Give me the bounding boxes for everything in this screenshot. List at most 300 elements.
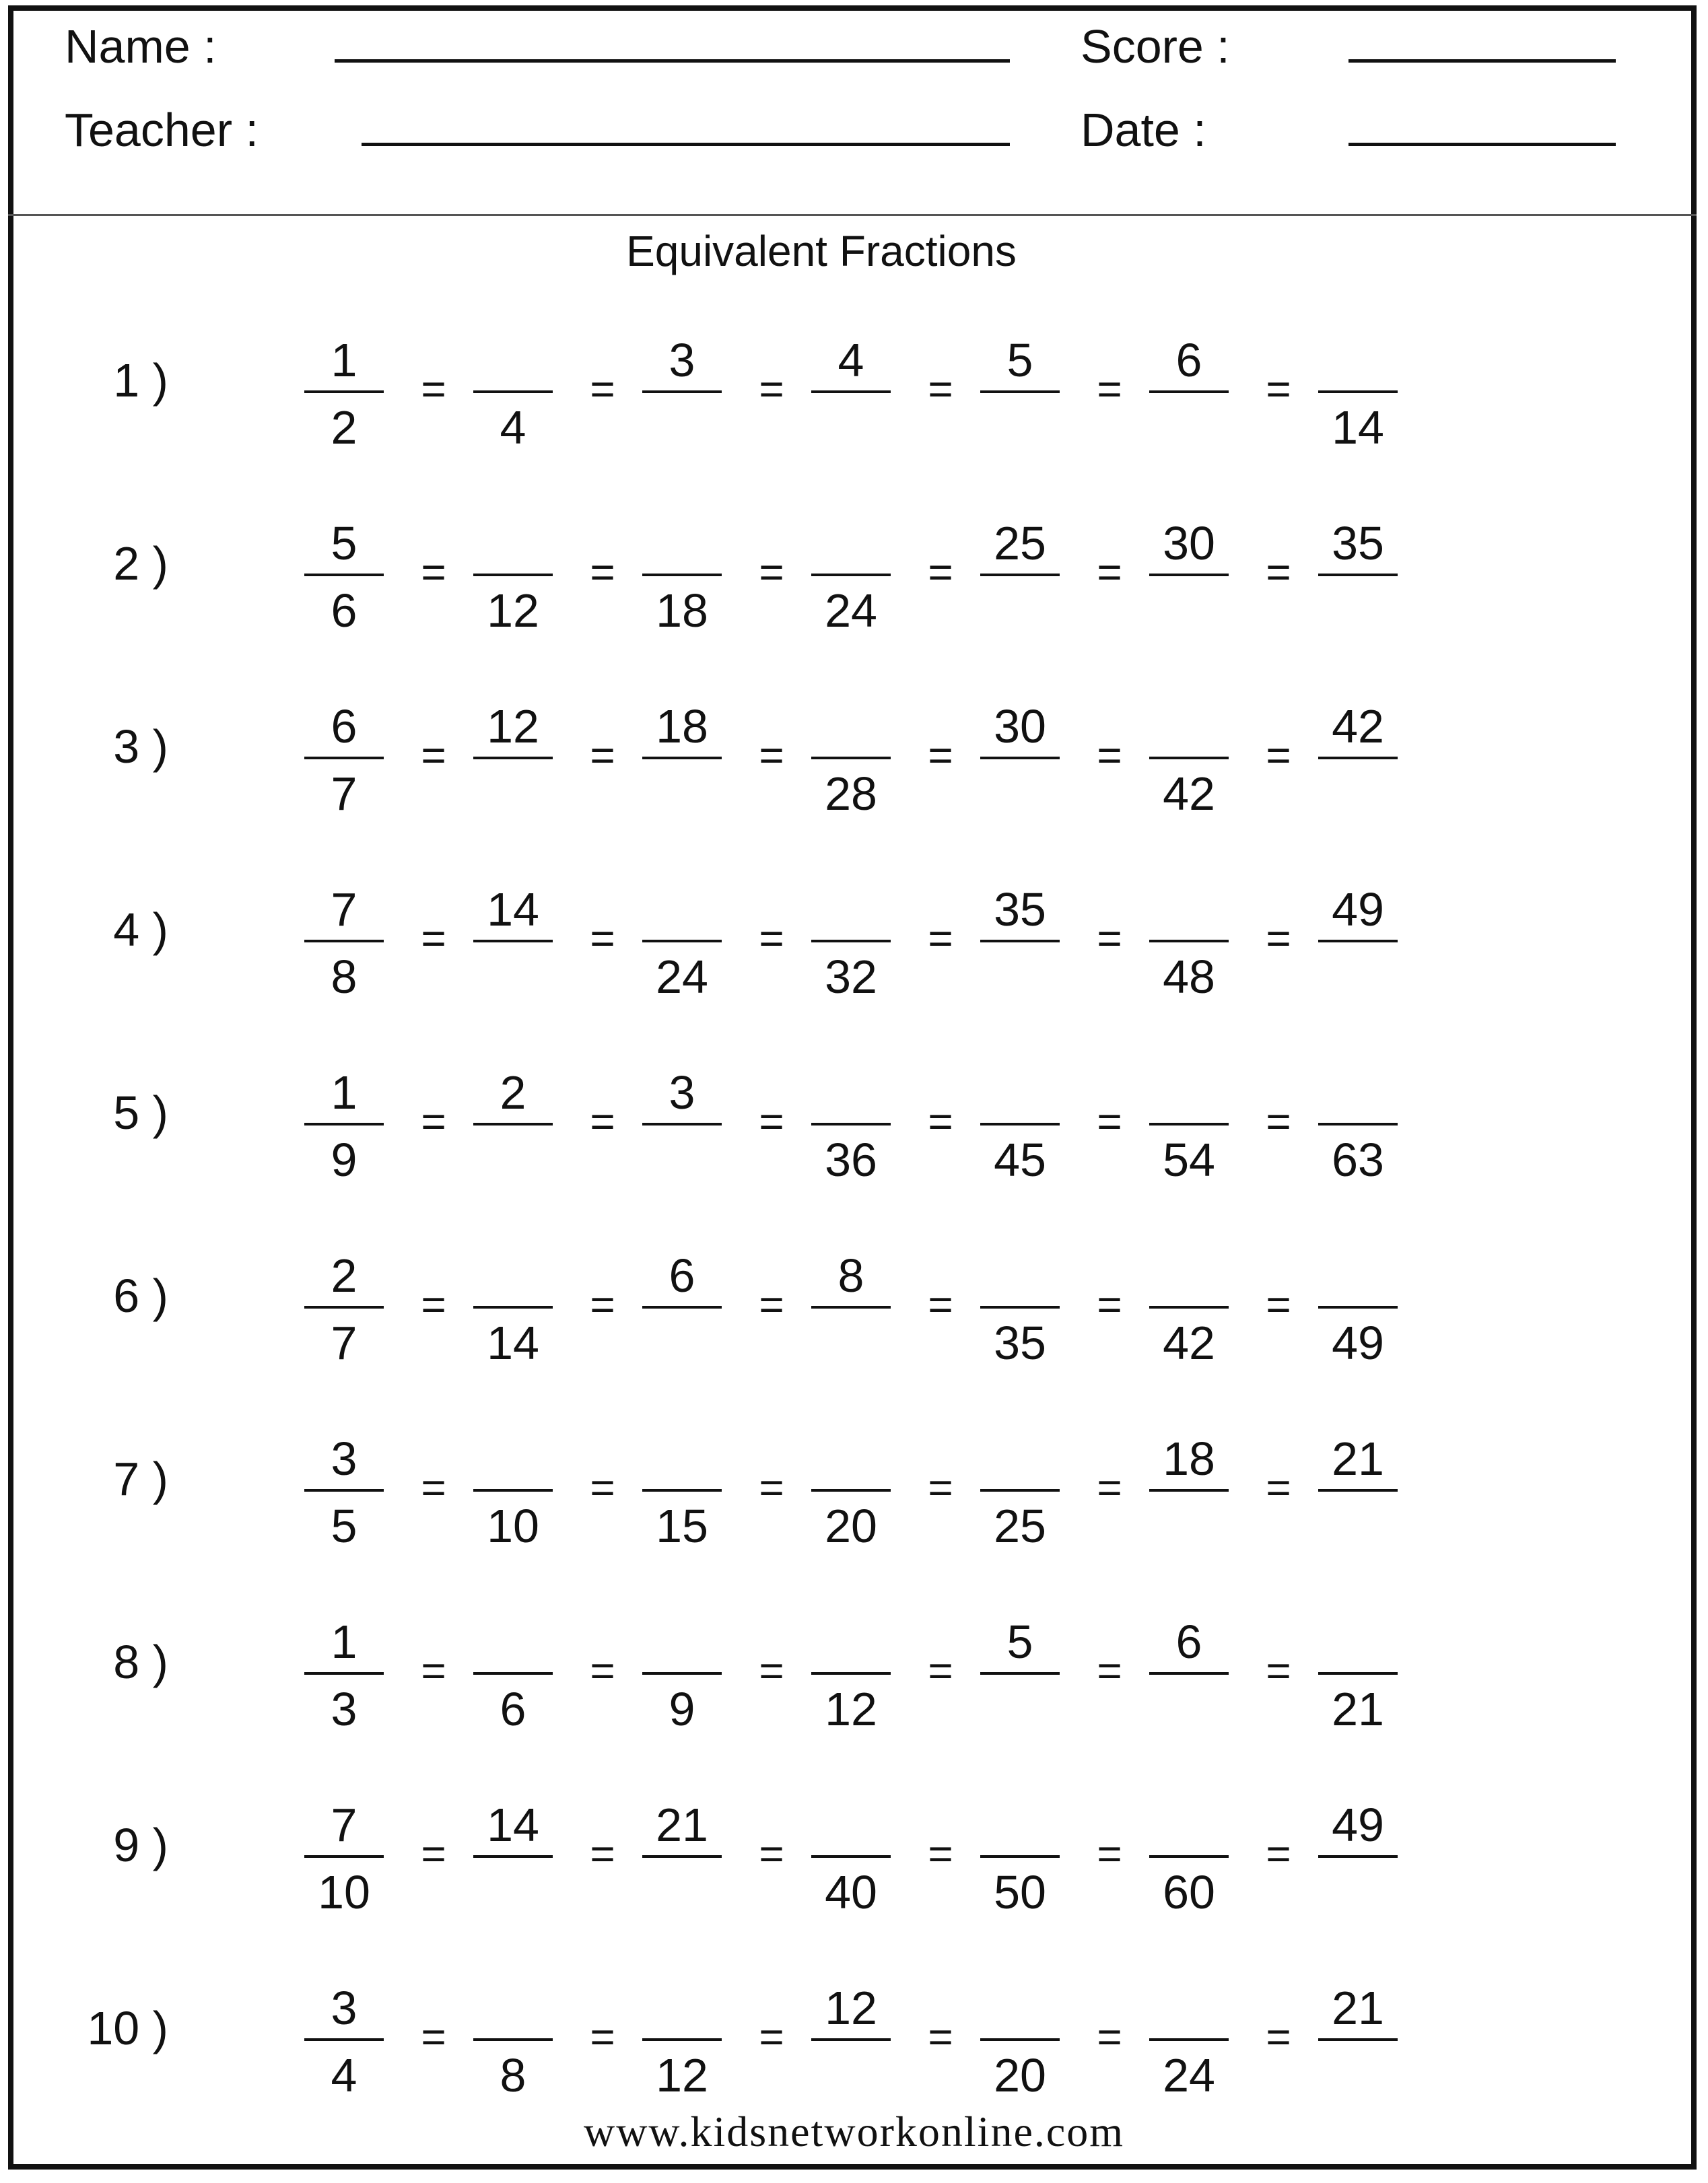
fraction-bar [811,574,891,576]
equivalent-fraction [980,1029,1060,1186]
numerator: 8 [838,1249,864,1302]
equivalent-fraction [980,845,1060,980]
equivalent-fraction [980,1578,1060,1712]
denominator: 8 [500,2049,526,2102]
numerator: 7 [331,1799,357,1851]
equals-sign: = [759,731,784,779]
fraction-bar [980,757,1060,759]
numerator: 6 [669,1249,695,1302]
equals-sign: = [1266,365,1291,413]
worksheet-title: Equivalent Fractions [626,227,1017,275]
equivalent-fraction [642,1212,722,1346]
numerator: 1 [331,1066,357,1119]
equivalent-fraction [811,1944,891,2079]
equivalent-fraction [1149,1944,1229,2102]
equivalent-fraction [642,479,722,637]
denominator: 24 [1163,2049,1215,2102]
equivalent-fraction [811,1029,891,1186]
numerator: 25 [994,517,1046,569]
numerator: 21 [1332,1432,1384,1485]
fraction-bar [642,390,722,393]
equals-sign: = [759,914,784,963]
equals-sign: = [1266,1647,1291,1695]
fraction-bar [1318,1123,1398,1125]
denominator: 24 [656,950,708,1003]
equals-sign: = [421,1647,446,1695]
fraction-bar [1149,940,1229,942]
equals-sign: = [1097,365,1122,413]
date-line [1348,143,1616,146]
equivalent-fraction [1149,1761,1229,1918]
problem-number: 10 ) [87,2002,168,2054]
fraction-bar [811,2038,891,2041]
equivalent-fraction [811,1395,891,1552]
fraction-bar [1149,757,1229,759]
problem-row [0,1029,1708,1190]
given-fraction [304,1578,384,1735]
teacher-label: Teacher : [65,104,259,156]
fraction-bar [304,390,384,393]
equals-sign: = [421,1097,446,1146]
equals-sign: = [1097,2013,1122,2061]
numerator: 14 [487,1799,539,1851]
fraction-bar [1149,2038,1229,2041]
equals-sign: = [1266,731,1291,779]
footer-url: www.kidsnetworkonline.com [583,2108,1125,2155]
equals-sign: = [759,1463,784,1512]
equals-sign: = [421,2013,446,2061]
denominator: 35 [994,1317,1046,1369]
equivalent-fraction [473,1761,553,1896]
problem-number: 9 ) [113,1819,168,1871]
equals-sign: = [1097,1463,1122,1512]
denominator: 45 [994,1134,1046,1186]
given-fraction [304,1944,384,2102]
denominator: 9 [331,1134,357,1186]
equivalent-fraction [473,1944,553,2102]
equals-sign: = [1097,914,1122,963]
equivalent-fraction [1318,1944,1398,2079]
denominator: 18 [656,584,708,637]
equivalent-fraction [642,1944,722,2102]
fraction-bar [1318,2038,1398,2041]
numerator: 6 [1175,334,1202,386]
equals-sign: = [928,1830,953,1878]
equivalent-fraction [980,1761,1060,1918]
denominator: 12 [656,2049,708,2102]
equivalent-fraction [473,296,553,454]
numerator: 21 [656,1799,708,1851]
denominator: 54 [1163,1134,1215,1186]
equals-sign: = [421,548,446,596]
problem-number: 6 ) [113,1270,168,1322]
fraction-bar [980,574,1060,576]
date-label: Date : [1081,104,1206,156]
equals-sign: = [590,1830,615,1878]
denominator: 6 [500,1683,526,1735]
numerator: 3 [669,1066,695,1119]
equals-sign: = [928,1647,953,1695]
equivalent-fraction [1149,1578,1229,1712]
fraction-bar [811,757,891,759]
numerator: 6 [331,700,357,753]
problem-number: 7 ) [113,1453,168,1505]
given-fraction [304,1761,384,1918]
problem-row [0,296,1708,458]
fraction-bar [473,1306,553,1309]
equals-sign: = [928,731,953,779]
denominator: 25 [994,1500,1046,1552]
problem-row [0,662,1708,824]
equals-sign: = [590,1280,615,1329]
fraction-bar [1149,390,1229,393]
fraction-bar [642,1855,722,1858]
equivalent-fraction [642,662,722,797]
given-fraction [304,1395,384,1552]
problem-row [0,1212,1708,1373]
problem-number: 8 ) [113,1636,168,1688]
denominator: 2 [331,401,357,454]
given-fraction [304,296,384,454]
equivalent-fraction [980,479,1060,614]
equals-sign: = [759,365,784,413]
numerator: 18 [656,700,708,753]
numerator: 3 [669,334,695,386]
denominator: 7 [331,767,357,820]
fraction-bar [980,1672,1060,1675]
problem-row [0,479,1708,641]
fraction-bar [1318,1306,1398,1309]
equivalent-fraction [642,1578,722,1735]
equals-sign: = [928,1097,953,1146]
denominator: 42 [1163,1317,1215,1369]
fraction-bar [473,757,553,759]
equivalent-fraction [1318,1029,1398,1186]
denominator: 32 [825,950,877,1003]
fraction-bar [304,1855,384,1858]
equivalent-fraction [473,1029,553,1163]
fraction-bar [811,1123,891,1125]
fraction-bar [1318,1855,1398,1858]
equivalent-fraction [811,1761,891,1918]
numerator: 1 [331,1616,357,1668]
equals-sign: = [421,1280,446,1329]
fraction-bar [1318,574,1398,576]
fraction-bar [1318,1672,1398,1675]
equivalent-fraction [1318,1395,1398,1529]
fraction-bar [1318,757,1398,759]
numerator: 4 [838,334,864,386]
numerator: 5 [1006,1616,1033,1668]
denominator: 10 [487,1500,539,1552]
numerator: 2 [331,1249,357,1302]
problem-number: 2 ) [113,537,168,590]
problem-row [0,1395,1708,1556]
numerator: 30 [994,700,1046,753]
denominator: 49 [1332,1317,1384,1369]
equals-sign: = [421,365,446,413]
numerator: 12 [825,1982,877,2034]
equals-sign: = [590,731,615,779]
denominator: 48 [1163,950,1215,1003]
fraction-bar [304,757,384,759]
equals-sign: = [759,1830,784,1878]
numerator: 5 [331,517,357,569]
header-divider [8,214,1697,216]
fraction-bar [642,1306,722,1309]
fraction-bar [304,1672,384,1675]
equals-sign: = [759,1647,784,1695]
denominator: 20 [994,2049,1046,2102]
equivalent-fraction [473,1212,553,1369]
equivalent-fraction [1149,1029,1229,1186]
equivalent-fraction [811,1212,891,1346]
equivalent-fraction [980,662,1060,797]
equals-sign: = [928,548,953,596]
equivalent-fraction [642,296,722,431]
fraction-bar [473,940,553,942]
equals-sign: = [1097,731,1122,779]
numerator: 35 [1332,517,1384,569]
fraction-bar [642,1123,722,1125]
equivalent-fraction [473,1395,553,1552]
equivalent-fraction [1149,1212,1229,1369]
numerator: 30 [1163,517,1215,569]
denominator: 5 [331,1500,357,1552]
fraction-bar [980,2038,1060,2041]
fraction-bar [1149,1489,1229,1492]
fraction-bar [980,1489,1060,1492]
fraction-bar [1318,940,1398,942]
equals-sign: = [421,1830,446,1878]
fraction-bar [304,574,384,576]
equivalent-fraction [980,1212,1060,1369]
equivalent-fraction [1318,479,1398,614]
fraction-bar [304,1489,384,1492]
equivalent-fraction [1149,1395,1229,1529]
equivalent-fraction [1149,662,1229,820]
equivalent-fraction [473,479,553,637]
numerator: 18 [1163,1432,1215,1485]
equivalent-fraction [1149,479,1229,614]
given-fraction [304,479,384,637]
fraction-bar [473,1489,553,1492]
score-line [1348,59,1616,63]
equals-sign: = [590,1647,615,1695]
denominator: 4 [331,2049,357,2102]
fraction-bar [1318,1489,1398,1492]
equivalent-fraction [811,845,891,1003]
equals-sign: = [590,2013,615,2061]
denominator: 40 [825,1866,877,1918]
equivalent-fraction [473,845,553,980]
equals-sign: = [1266,1280,1291,1329]
equivalent-fraction [980,296,1060,431]
name-line [335,59,1010,63]
equals-sign: = [1097,1830,1122,1878]
numerator: 14 [487,883,539,936]
denominator: 3 [331,1683,357,1735]
fraction-bar [304,1306,384,1309]
equals-sign: = [1266,548,1291,596]
equals-sign: = [590,1097,615,1146]
problem-number: 5 ) [113,1086,168,1139]
denominator: 15 [656,1500,708,1552]
fraction-bar [980,940,1060,942]
equals-sign: = [1266,1830,1291,1878]
equals-sign: = [759,1280,784,1329]
denominator: 24 [825,584,877,637]
numerator: 6 [1175,1616,1202,1668]
equals-sign: = [1097,1097,1122,1146]
denominator: 10 [318,1866,370,1918]
fraction-bar [304,1123,384,1125]
problem-number: 1 ) [113,354,168,407]
equals-sign: = [590,914,615,963]
fraction-bar [473,574,553,576]
equals-sign: = [1097,1280,1122,1329]
fraction-bar [642,757,722,759]
denominator: 63 [1332,1134,1384,1186]
fraction-bar [642,574,722,576]
denominator: 6 [331,584,357,637]
numerator: 1 [331,334,357,386]
equivalent-fraction [811,296,891,431]
fraction-bar [1318,390,1398,393]
problem-number: 3 ) [113,720,168,773]
denominator: 21 [1332,1683,1384,1735]
fraction-bar [980,1123,1060,1125]
equals-sign: = [421,731,446,779]
denominator: 28 [825,767,877,820]
numerator: 3 [331,1432,357,1485]
equals-sign: = [1266,1097,1291,1146]
fraction-bar [811,1306,891,1309]
equals-sign: = [759,1097,784,1146]
equivalent-fraction [811,662,891,820]
fraction-bar [980,390,1060,393]
equivalent-fraction [642,1395,722,1552]
equals-sign: = [928,365,953,413]
fraction-bar [473,390,553,393]
problem-row [0,1761,1708,1922]
fraction-bar [473,2038,553,2041]
fraction-bar [1149,1855,1229,1858]
fraction-bar [811,390,891,393]
equals-sign: = [590,365,615,413]
equals-sign: = [421,914,446,963]
equals-sign: = [1097,548,1122,596]
fraction-bar [1149,1123,1229,1125]
equivalent-fraction [1318,1761,1398,1896]
equals-sign: = [1266,914,1291,963]
fraction-bar [811,940,891,942]
denominator: 14 [1332,401,1384,454]
denominator: 12 [487,584,539,637]
denominator: 12 [825,1683,877,1735]
equals-sign: = [1097,1647,1122,1695]
equals-sign: = [928,1463,953,1512]
given-fraction [304,662,384,820]
equals-sign: = [590,548,615,596]
fraction-bar [473,1123,553,1125]
fraction-bar [304,940,384,942]
equals-sign: = [759,548,784,596]
denominator: 20 [825,1500,877,1552]
equivalent-fraction [1318,1578,1398,1735]
problem-row [0,1944,1708,2106]
equivalent-fraction [1318,1212,1398,1369]
equals-sign: = [928,914,953,963]
denominator: 42 [1163,767,1215,820]
numerator: 35 [994,883,1046,936]
equals-sign: = [928,2013,953,2061]
equivalent-fraction [473,662,553,797]
problem-number: 4 ) [113,903,168,956]
numerator: 21 [1332,1982,1384,2034]
equivalent-fraction [473,1578,553,1735]
fraction-bar [1149,574,1229,576]
numerator: 12 [487,700,539,753]
fraction-bar [642,1489,722,1492]
denominator: 7 [331,1317,357,1369]
fraction-bar [642,1672,722,1675]
fraction-bar [473,1672,553,1675]
fraction-bar [304,2038,384,2041]
denominator: 50 [994,1866,1046,1918]
fraction-bar [473,1855,553,1858]
equivalent-fraction [1318,662,1398,797]
numerator: 7 [331,883,357,936]
equivalent-fraction [642,1029,722,1163]
denominator: 4 [500,401,526,454]
equivalent-fraction [811,479,891,637]
equals-sign: = [590,1463,615,1512]
fraction-bar [811,1672,891,1675]
fraction-bar [642,2038,722,2041]
equals-sign: = [1266,2013,1291,2061]
equivalent-fraction [1318,296,1398,454]
equals-sign: = [759,2013,784,2061]
equivalent-fraction [642,1761,722,1896]
fraction-bar [811,1489,891,1492]
fraction-bar [980,1855,1060,1858]
denominator: 9 [669,1683,695,1735]
denominator: 36 [825,1134,877,1186]
problem-row [0,1578,1708,1739]
denominator: 60 [1163,1866,1215,1918]
problem-row [0,845,1708,1007]
equivalent-fraction [1318,845,1398,980]
given-fraction [304,1212,384,1369]
equivalent-fraction [980,1395,1060,1552]
equals-sign: = [421,1463,446,1512]
numerator: 3 [331,1982,357,2034]
numerator: 49 [1332,883,1384,936]
numerator: 2 [500,1066,526,1119]
equivalent-fraction [980,1944,1060,2102]
fraction-bar [980,1306,1060,1309]
fraction-bar [811,1855,891,1858]
given-fraction [304,845,384,1003]
fraction-bar [1149,1672,1229,1675]
fraction-bar [642,940,722,942]
equivalent-fraction [642,845,722,1003]
equivalent-fraction [811,1578,891,1735]
numerator: 42 [1332,700,1384,753]
denominator: 8 [331,950,357,1003]
teacher-line [362,143,1010,146]
